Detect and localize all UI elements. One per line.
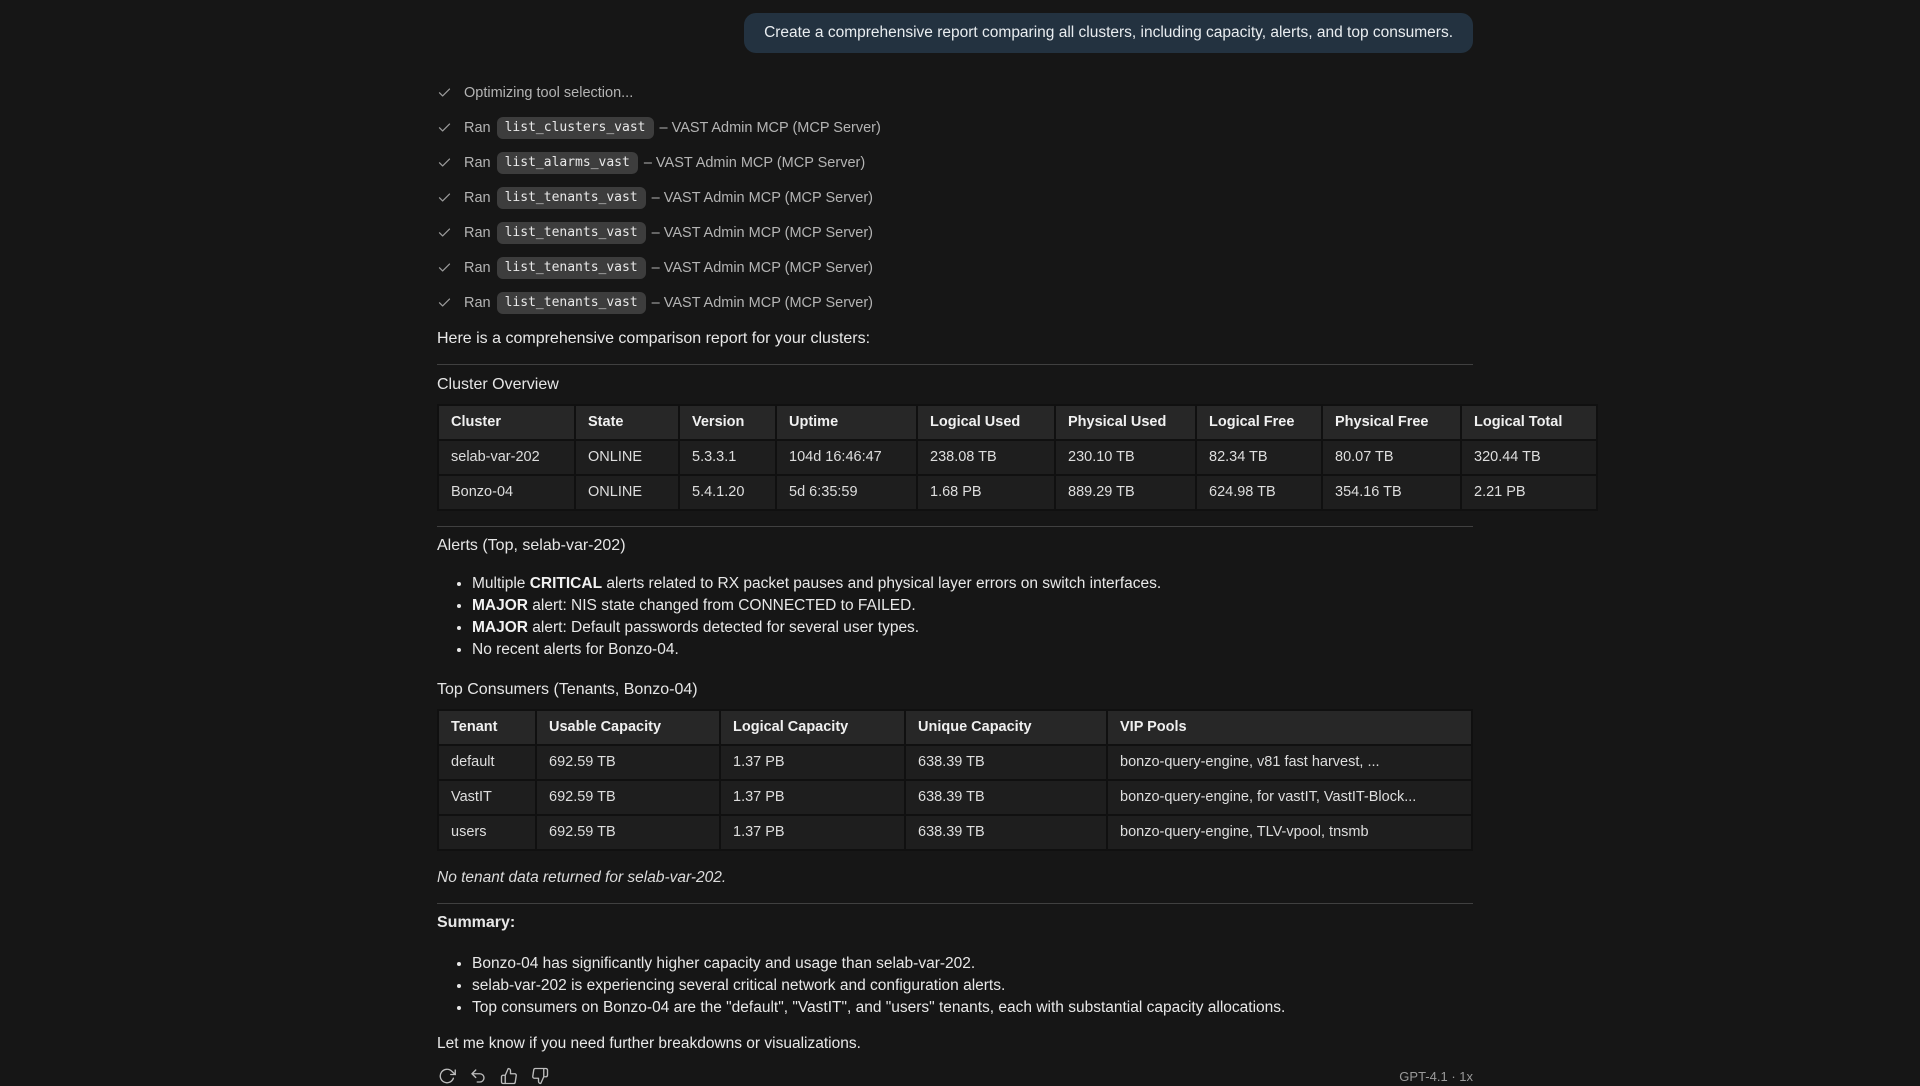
- header-cell: Logical Capacity: [720, 710, 905, 745]
- check-icon: [437, 260, 452, 275]
- check-icon: [437, 225, 452, 240]
- tenant-note: No tenant data returned for selab-var-202.: [437, 869, 727, 886]
- consumers-heading: Top Consumers (Tenants, Bonzo-04): [437, 681, 698, 698]
- model-label: GPT-4.1 · 1x: [1399, 1068, 1473, 1084]
- table-header-row: [438, 710, 1472, 745]
- tool-code-chip: list_tenants_vast: [497, 187, 646, 209]
- table-cell: 230.10 TB: [1055, 440, 1196, 475]
- table-cell: 1.37 PB: [720, 815, 905, 850]
- table-row: [438, 780, 1472, 815]
- cluster-table: [437, 404, 1598, 511]
- tool-step[interactable]: [437, 215, 1473, 250]
- table-cell: 82.34 TB: [1196, 440, 1322, 475]
- table-cell: VastIT: [438, 780, 536, 815]
- alert-item: • No recent alerts for Bonzo-04.: [472, 639, 1473, 661]
- table-cell: 692.59 TB: [536, 780, 720, 815]
- alerts-heading: Alerts (Top, selab-var-202): [437, 537, 626, 554]
- alert-item: • Multiple CRITICAL alerts related to RX packet pauses and physical layer errors on switch interfaces.: [472, 573, 1473, 595]
- table-cell: 238.08 TB: [917, 440, 1055, 475]
- section-divider: [437, 526, 1473, 527]
- check-icon: [437, 155, 452, 170]
- intro-text: Here is a comprehensive comparison report for your clusters:: [437, 330, 871, 347]
- summary-heading: Summary:: [437, 914, 516, 931]
- table-row: [438, 440, 1597, 475]
- alerts-list: [437, 573, 1473, 661]
- tool-steps: [437, 75, 1473, 320]
- header-cell: Uptime: [776, 405, 917, 440]
- summary-item: • Top consumers on Bonzo-04 are the "default", "VastIT", and "users" tenants, each with substantial capacity allocations.: [472, 997, 1473, 1019]
- header-cell: Physical Used: [1055, 405, 1196, 440]
- thumbs-up-button[interactable]: [499, 1066, 519, 1086]
- header-cell: Logical Used: [917, 405, 1055, 440]
- section-divider: [437, 903, 1473, 904]
- tool-step-label: Optimizing tool selection...: [464, 84, 634, 101]
- check-icon: [437, 190, 452, 205]
- tool-code-chip: list_clusters_vast: [497, 117, 654, 139]
- table-cell: 638.39 TB: [905, 780, 1107, 815]
- table-cell: Bonzo-04: [438, 475, 575, 510]
- tool-code-chip: list_tenants_vast: [497, 257, 646, 279]
- header-cell: Tenant: [438, 710, 536, 745]
- table-cell: 320.44 TB: [1461, 440, 1597, 475]
- table-cell: 889.29 TB: [1055, 475, 1196, 510]
- cluster-overview-heading: Cluster Overview: [437, 376, 559, 393]
- table-cell: 1.37 PB: [720, 780, 905, 815]
- table-cell: 104d 16:46:47: [776, 440, 917, 475]
- table-cell: 354.16 TB: [1322, 475, 1461, 510]
- table-row: [438, 475, 1597, 510]
- header-cell: Version: [679, 405, 776, 440]
- header-cell: Physical Free: [1322, 405, 1461, 440]
- tool-step[interactable]: [437, 180, 1473, 215]
- alert-item: • MAJOR alert: NIS state changed from CONNECTED to FAILED.: [472, 595, 1473, 617]
- header-cell: Logical Free: [1196, 405, 1322, 440]
- table-cell: bonzo-query-engine, for vastIT, VastIT-Block...: [1107, 780, 1472, 815]
- tool-step-label: Ran list_tenants_vast – VAST Admin MCP (MCP Server): [464, 222, 873, 244]
- check-icon: [437, 295, 452, 310]
- assistant-message: [437, 328, 1563, 1054]
- tool-step[interactable]: [437, 285, 1473, 320]
- table-cell: 624.98 TB: [1196, 475, 1322, 510]
- consumers-table: [437, 709, 1473, 851]
- tool-step: [437, 75, 1473, 110]
- outro-text: Let me know if you need further breakdowns or visualizations.: [437, 1035, 861, 1052]
- message-footer: [437, 1066, 1473, 1086]
- table-cell: ONLINE: [575, 440, 679, 475]
- summary-item: • Bonzo-04 has significantly higher capacity and usage than selab-var-202.: [472, 953, 1473, 975]
- thumbs-down-icon: [531, 1067, 549, 1085]
- table-cell: 638.39 TB: [905, 815, 1107, 850]
- header-cell: Logical Total: [1461, 405, 1597, 440]
- table-cell: 5d 6:35:59: [776, 475, 917, 510]
- tool-step-label: Ran list_tenants_vast – VAST Admin MCP (MCP Server): [464, 187, 873, 209]
- table-cell: bonzo-query-engine, TLV-vpool, tnsmb: [1107, 815, 1472, 850]
- tool-code-chip: list_alarms_vast: [497, 152, 638, 174]
- regenerate-button[interactable]: [437, 1066, 457, 1086]
- user-message-bubble: Create a comprehensive report comparing all clusters, including capacity, alerts, and top consumers.: [744, 13, 1473, 53]
- regenerate-icon: [438, 1067, 456, 1085]
- tool-code-chip: list_tenants_vast: [497, 222, 646, 244]
- undo-icon: [469, 1067, 487, 1085]
- check-icon: [437, 85, 452, 100]
- table-cell: 638.39 TB: [905, 745, 1107, 780]
- actions-toolbar: [437, 1066, 550, 1086]
- table-cell: 1.37 PB: [720, 745, 905, 780]
- table-cell: 692.59 TB: [536, 745, 720, 780]
- table-header-row: [438, 405, 1597, 440]
- header-cell: State: [575, 405, 679, 440]
- summary-item: • selab-var-202 is experiencing several critical network and configuration alerts.: [472, 975, 1473, 997]
- check-icon: [437, 120, 452, 135]
- tool-step-label: Ran list_tenants_vast – VAST Admin MCP (MCP Server): [464, 292, 873, 314]
- tool-step-label: Ran list_clusters_vast – VAST Admin MCP (MCP Server): [464, 117, 881, 139]
- table-cell: bonzo-query-engine, v81 fast harvest, ...: [1107, 745, 1472, 780]
- table-cell: 1.68 PB: [917, 475, 1055, 510]
- summary-list: [437, 953, 1473, 1019]
- undo-button[interactable]: [468, 1066, 488, 1086]
- tool-step-label: Ran list_tenants_vast – VAST Admin MCP (MCP Server): [464, 257, 873, 279]
- table-cell: default: [438, 745, 536, 780]
- header-cell: Cluster: [438, 405, 575, 440]
- tool-step[interactable]: [437, 145, 1473, 180]
- table-row: [438, 745, 1472, 780]
- header-cell: Usable Capacity: [536, 710, 720, 745]
- table-cell: 5.3.3.1: [679, 440, 776, 475]
- section-divider: [437, 364, 1473, 365]
- chat-thread: [437, 0, 1563, 1086]
- thumbs-down-button[interactable]: [530, 1066, 550, 1086]
- tool-code-chip: list_tenants_vast: [497, 292, 646, 314]
- table-cell: 692.59 TB: [536, 815, 720, 850]
- thumbs-up-icon: [500, 1067, 518, 1085]
- alert-item: • MAJOR alert: Default passwords detected for several user types.: [472, 617, 1473, 639]
- table-cell: users: [438, 815, 536, 850]
- user-message-row: [437, 13, 1473, 53]
- table-cell: 80.07 TB: [1322, 440, 1461, 475]
- tool-step-label: Ran list_alarms_vast – VAST Admin MCP (MCP Server): [464, 152, 865, 174]
- header-cell: VIP Pools: [1107, 710, 1472, 745]
- table-cell: ONLINE: [575, 475, 679, 510]
- table-cell: selab-var-202: [438, 440, 575, 475]
- tool-step[interactable]: [437, 110, 1473, 145]
- header-cell: Unique Capacity: [905, 710, 1107, 745]
- table-cell: 5.4.1.20: [679, 475, 776, 510]
- tool-step[interactable]: [437, 250, 1473, 285]
- table-row: [438, 815, 1472, 850]
- table-cell: 2.21 PB: [1461, 475, 1597, 510]
